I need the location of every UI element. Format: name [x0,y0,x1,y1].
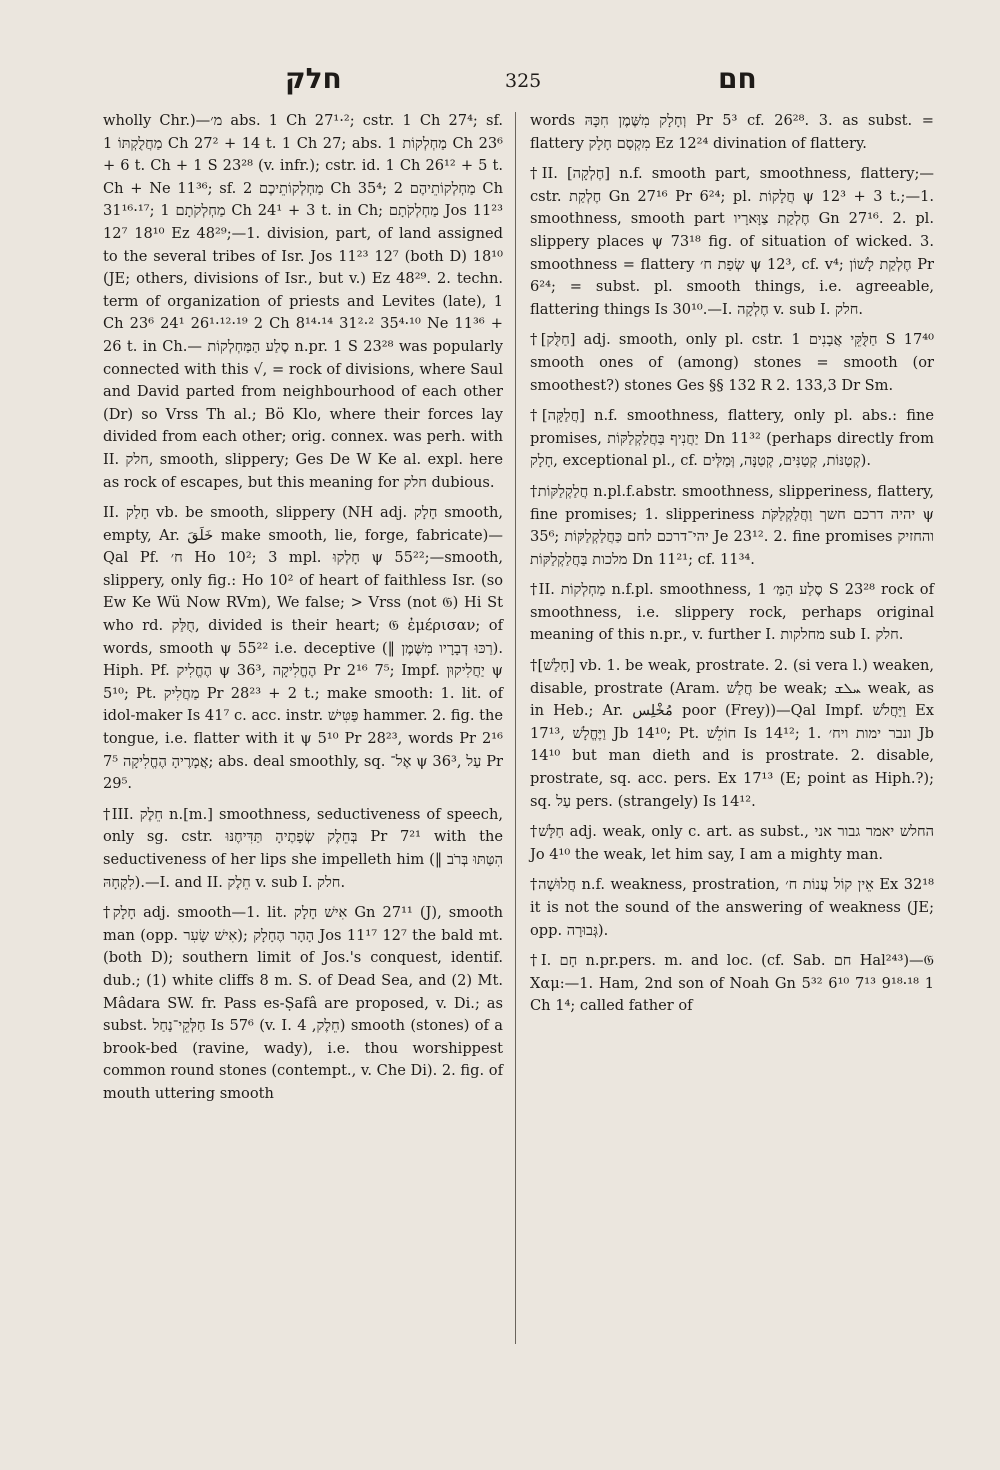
entry-ham: †I. חָם n.pr.pers. m. and loc. (cf. Sab. חם Hal²⁴³)—𝔊 Χαμ:—1. Ham, 2nd son of Noah Gn 5³² 6¹⁰ 7¹³ 9¹⁸·¹⁸ 1 Ch 1⁴; called father of [530,952,935,1015]
running-head-left: חלק [285,62,342,95]
entry-halusha: †חֲלוּשָׁה n.f. weakness, prostration, אֵין קוֹל עֲנוֹת ח׳ Ex 32¹⁸ it is not the sound of the answering of weakness (JE; opp. גְּבוּרָה). [530,876,934,939]
entry-continuation-right: words וְחָלָק מִשֶּׁמֶן חִכָּהּ Pr 5³ cf. 26²⁸. 3. as subst. = flattery מִקְסַם חָלָק Ez 12²⁴ divination of flattery. [530,112,934,152]
entry-mahleqot: †II. מַחְלְקוֹת n.f.pl. smoothness, סֶלַע הַמַּ׳ 1 S 23²⁸ rock of smoothness, i.e. slippery rock, perhaps original meaning of this n.pr., v. further I. מחלקות sub I. חלק. [530,581,934,644]
running-head-right: חם [718,62,757,95]
entry-heleq-noun: †III. חֵלֶק n.[m.] smoothness, seductiveness of speech, only sg. cstr. בְּחֵלֶק שְׂפָתֶיהָ תַּדִּיחֶנּוּ Pr 7²¹ with the seductiveness of her lips she impelleth him (‖ הִטַּתּוּ בְּרֹב לִקְחָהּ).—I. and II. חֵלֶק v. sub I. חלק. [103,805,503,891]
entry-halaqlaqqot: †חֲלַקְלַקּוֹת n.pl.f.abstr. smoothness, slipperiness, flattery, fine promises; 1. slipperiness יהיה דרכם חשך וַחֲלַקְלַקֹּת ψ 35⁶; יהי־דרכם לחם כַּחֲלַקְלַקּוֹת Je 23¹². 2. fine promises והחזיק מלכות בַּחֲלַקְלַקּוֹת Dn 11²¹; cf. 11³⁴. [530,482,934,568]
entry-hallash-adj: †חַלָּשׁ adj. weak, only c. art. as subst., החלש יאמר גבור אני Jo 4¹⁰ the weak, let him say, I am a mighty man. [530,823,935,863]
left-column [103,110,503,1106]
entry-hallaq: †[חַלֻּק] adj. smooth, only pl. cstr. חַלֻּקֵּי אֲבָנִים 1 S 17⁴⁰ smooth ones of (among) stones = smooth (or smoothest?) stones Ges §§ 132 R 2. 133,3 Dr Sm. [530,331,934,394]
entry-halaqqa: †[חֲלַקָּה] n.f. smoothness, flattery, only pl. abs.: fine promises, יַחֲנִיף בַּחֲלַקְלַקּוֹת Dn 11³² (perhaps directly from חָלָק, exceptional pl., cf. קְטַנּוֹת, קְטַנִּים, קְטַנָּה, וְּמַלְּים). [530,407,935,470]
entry-halaq-adj: †חָלָק adj. smooth—1. lit. אִישׁ חָלָק Gn 27¹¹ (J), smooth man (opp. אִישׁ שָׂעִר); הָהָר הֶחָלָק Jos 11¹⁷ 12⁷ the bald mt. (both D); southern limit of Jos.'s conquest, identif. dub.; (1) white cliffs 8 m. S. of Dead Sea, and (2) Mt. Mâdara SW. fr. Pass es-Ṣafâ are proposed, v. Di.; as subst. חַלְּקֵי־נַחַל Is 57⁶ (v. I. חֵלֶק, 4) smooth (stones) of a brook-bed (ravine, wady), i.e. thou worshippest common round stones (contempt., v. Che Di). 2. fig. of mouth uttering smooth [103,904,503,1102]
entry-halash-verb: †[חָלַשׁ] vb. 1. be weak, prostrate. 2. (si vera l.) weaken, disable, prostrate (Aram. חֲלַשׁ be weak; ܚܠܫ weak, as in Heb.; Ar. مُخْلِس poor (Frey))—Qal Impf. וַיַּחֲלֹשׁ Ex 17¹³, וַיֶּחֱלָשׁ Jb 14¹⁰; Pt. חוֹלֵשׁ Is 14¹²; 1. ונבר ימות ויח׳ Jb 14¹⁰ but man dieth and is prostrate. 2. disable, prostrate, sq. acc. pers. Ex 17¹³ (E; point as Hiph.?); sq. עַל pers. (strangely) Is 14¹². [530,657,935,810]
column-divider [515,112,516,1344]
page-number: 325 [505,70,542,92]
entry-halaq-verb: II. חָלַק vb. be smooth, slippery (NH adj. חָלָק smooth, empty, Ar. خَلَقَ make smooth, lie, forge, fabricate)—Qal Pf. ח׳ Ho 10²; 3 mpl. חָלְקוּ ψ 55²²;—smooth, slippery, only fig.: Ho 10² of heart of faithless Isr. (so Ew Ke Wü Now RVm), We false; > Vrss (not 𝔊) Hi St who rd. חֻלַּק, divided is their heart; 𝔊 ἐμέρισαν; of words, smooth ψ 55²² i.e. deceptive (‖ רַכּוּ דְבָרָיו מִשֶּׁמֶן). Hiph. Pf. הֶחֱלִיק ψ 36³, הֶחֱלִיקָה Pr 2¹⁶ 7⁵; Impf. יַחֲלִיקוּן ψ 5¹⁰; Pt. מַחֲלִיק Pr 28²³ + 2 t.; make smooth: 1. lit. of idol-maker Is 41⁷ c. acc. instr. פַּטִּישׁ hammer. 2. fig. the tongue, i.e. flatter with it ψ 5¹⁰ Pr 28²³, words Pr 2¹⁶ 7⁵ אֲמָרֶיהָ הֶחֱלִיקָה; abs. deal smoothly, sq. אֶל־ ψ 36³, עַל Pr 29⁵. [103,504,503,793]
right-column [530,110,934,1018]
entry-helqa: †II. [חֶלְקָה] n.f. smooth part, smoothness, flattery;—cstr. חֶלְקַת Gn 27¹⁶ Pr 6²⁴; pl. חֲלָקוֹת ψ 12³ + 3 t.;—1. smoothness, smooth part חֶלְקַת צַוָּארָיו Gn 27¹⁶. 2. pl. slippery places ψ 73¹⁸ fig. of situation of wicked. 3. smoothness = flattery שְׂפַת ח׳ ψ 12³, cf. v⁴; חֶלְקַת לָשׁוֹן Pr 6²⁴; = subst. pl. smooth things, i.e. agreeable, flattering things Is 30¹⁰.—I. חֶלְקָה v. sub I. חלק. [530,165,935,318]
entry-continuation: wholly Chr.)—מ׳ abs. 1 Ch 27¹·²; cstr. 1 Ch 27⁴; sf. מַחֲלֻקְתּוֹ 1 Ch 27² + 14 t. 1 Ch 27; abs. מַחְלְקוֹת 1 Ch 23⁶ + 6 t. Ch + 1 S 23²⁸ (v. infr.); cstr. id. 1 Ch 26¹² + 5 t. Ch + Ne 11³⁶; sf. מַחְלְקוֹתֵיכֶם 2 Ch 35⁴; מַחְלְקוֹתֵיהֶם 2 Ch 31¹⁶·¹⁷; מַחְלְקֹתָם 1 Ch 24¹ + 3 t. in Ch; מַחְלְקֹתָם Jos 11²³ 12⁷ 18¹⁰ Ez 48²⁹;—1. division, part, of land assigned to the several tribes of Isr. Jos 11²³ 12⁷ (both D) 18¹⁰ (JE; others, divisions of Isr., but v.) Ez 48²⁹. 2. techn. term of organization of priests and Levites (late), 1 Ch 23⁶ 24¹ 26¹·¹²·¹⁹ 2 Ch 8¹⁴·¹⁴ 31²·² 35⁴·¹⁰ Ne 11³⁶ + 26 t. in Ch.— סֶלַע הַמַּחְלְקוֹת n.pr. 1 S 23²⁸ was popularly connected with this √, = rock of divisions, where Saul and David parted from neighbourhood of each other (Dr) so Vrss Th al.; Bö Klo, where their forces lay divided from each other; orig. connex. was perh. with II. חלק, smooth, slippery; Ges De W Ke al. expl. here as rock of escapes, but this meaning for חלק dubious. [103,112,503,491]
